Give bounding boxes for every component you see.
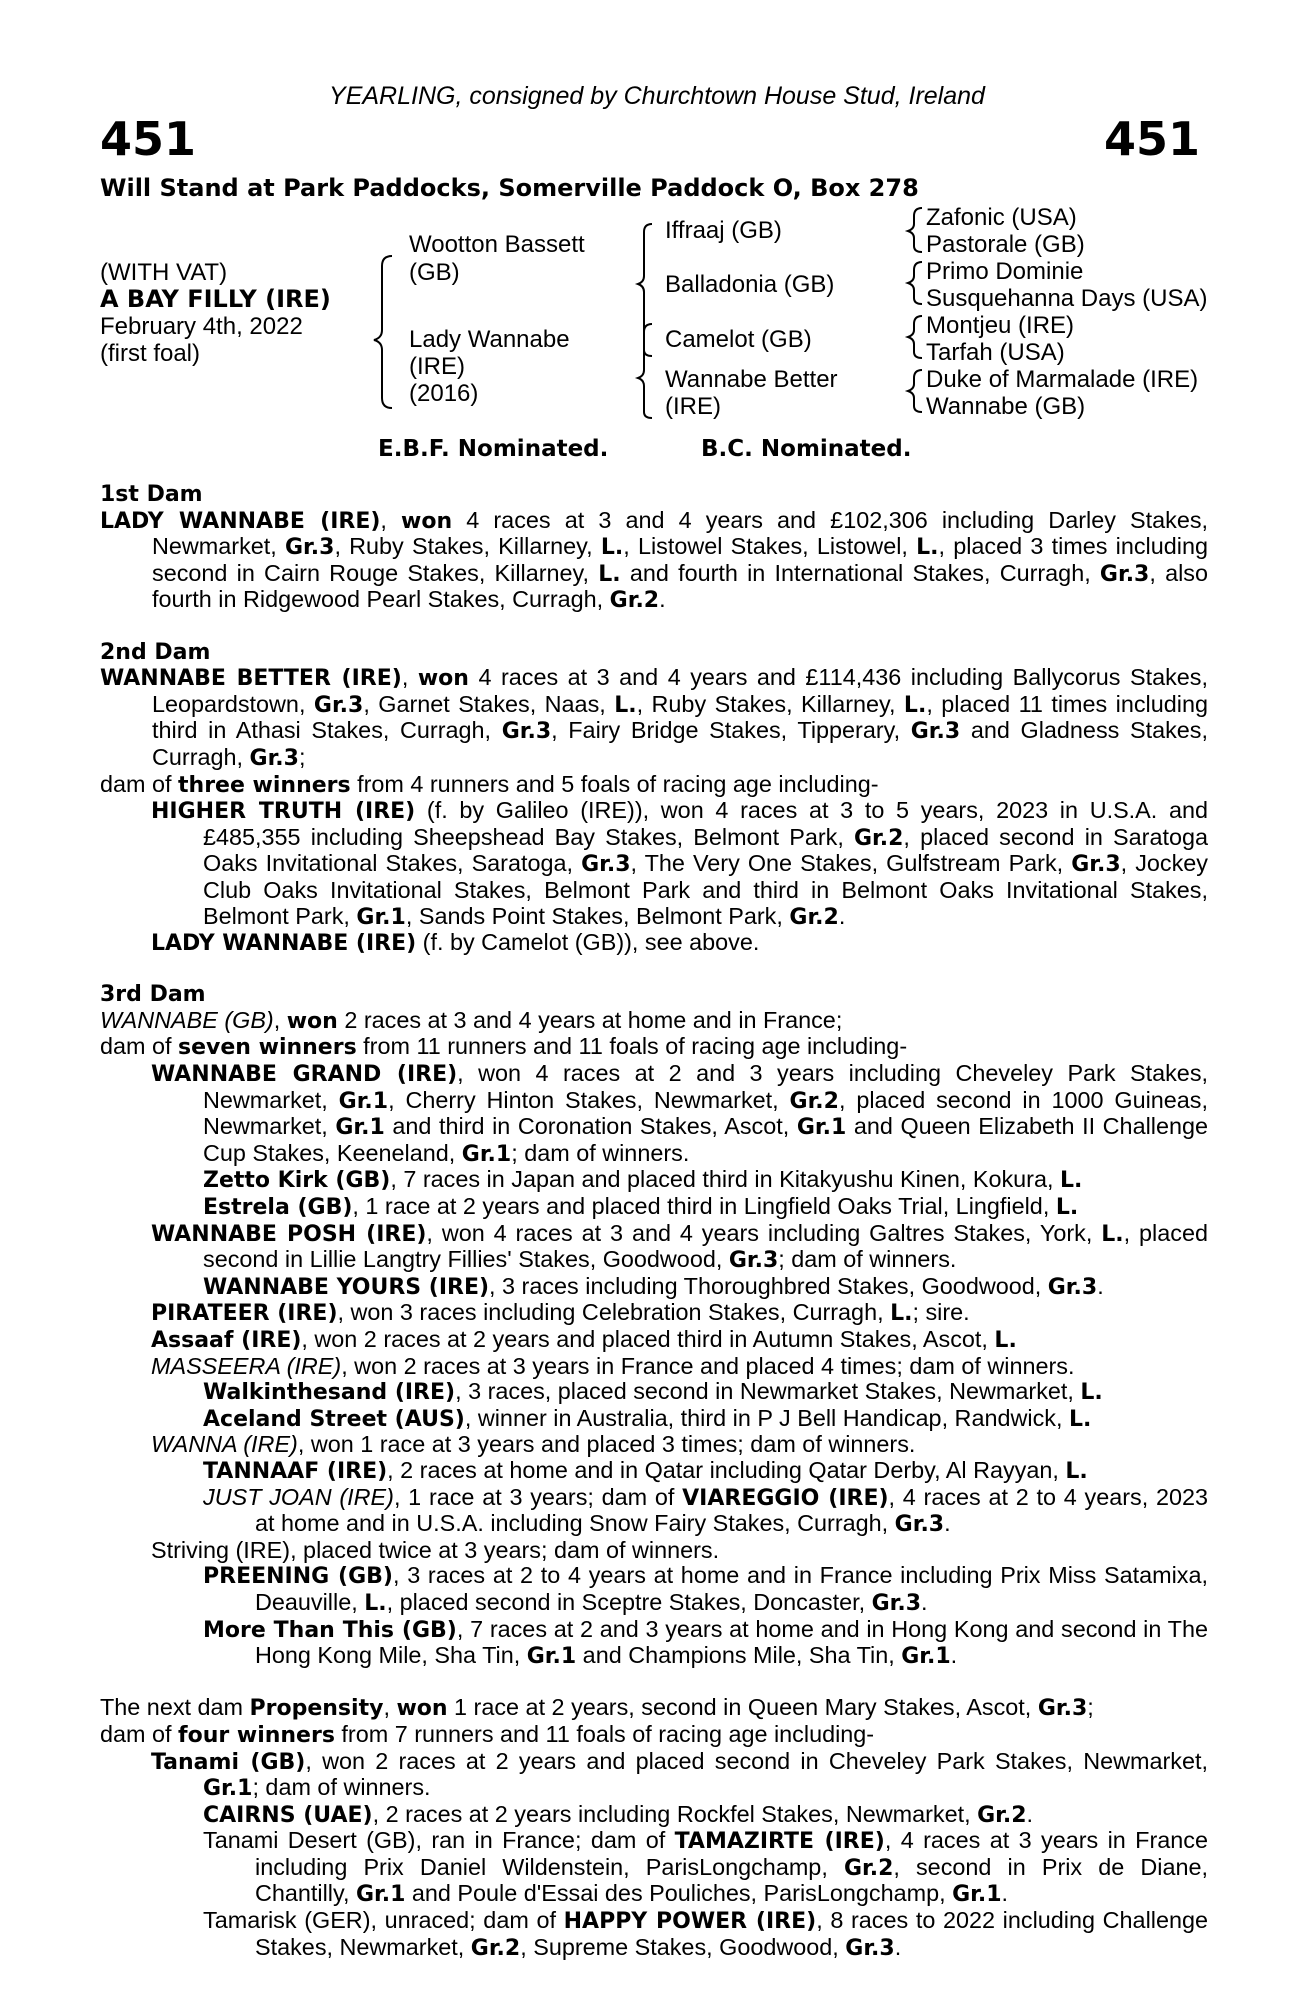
produce-assaaf: Assaaf (IRE), won 2 races at 2 years and placed third in Autumn Stakes, Ascot, L.	[151, 1326, 1017, 1353]
dam-year: (2016)	[409, 380, 479, 407]
lot-number-left: 451	[100, 112, 197, 166]
produce-tamarisk: Tamarisk (GER), unraced; dam of HAPPY POWER (IRE), 8 races to 2022 including Challenge Stakes, Newmarket, Gr.2, Supreme Stakes, Goodwood, Gr.3.	[203, 1907, 1208, 1961]
produce-tannaaf: TANNAAF (IRE), 2 races at home and in Qatar including Qatar Derby, Al Rayyan, L.	[203, 1456, 1088, 1484]
produce-preening: PREENING (GB), 3 races at 2 to 4 years at home and in France including Prix Miss Satamixa, Deauville, L., placed second in Sceptre Stakes, Doncaster, Gr.3.	[203, 1562, 1208, 1616]
ancestor-2: Pastorale (GB)	[926, 231, 1085, 258]
produce-walkinthesand: Walkinthesand (IRE), 3 races, placed second in Newmarket Stakes, Newmarket, L.	[203, 1378, 1103, 1406]
section-heading-2nd-dam: 2nd Dam	[100, 639, 211, 665]
produce-wannabe-yours: WANNABE YOURS (IRE), 3 races including Thoroughbred Stakes, Goodwood, Gr.3.	[203, 1272, 1104, 1300]
ebf-nomination: E.B.F. Nominated.	[378, 436, 609, 462]
third-dam-record: WANNABE (GB), won 2 races at 3 and 4 years at home and in France;	[100, 1006, 843, 1034]
produce-aceland-street: Aceland Street (AUS), winner in Australia, third in P J Bell Handicap, Randwick, L.	[203, 1404, 1092, 1432]
vat-label: (WITH VAT)	[100, 259, 228, 286]
ancestor-3: Primo Dominie	[926, 258, 1084, 285]
foaling-date: February 4th, 2022	[100, 313, 303, 340]
produce-lady-wannabe: LADY WANNABE (IRE) (f. by Camelot (GB)), see above.	[151, 929, 760, 957]
next-dam-produce-summary: dam of four winners from 7 runners and 11 foals of racing age including-	[100, 1720, 875, 1748]
produce-masseera: MASSEERA (IRE), won 2 races at 3 years in France and placed 4 times; dam of winners.	[151, 1352, 1075, 1379]
foal-note: (first foal)	[100, 340, 201, 367]
produce-wannabe-grand: WANNABE GRAND (IRE), won 4 races at 2 and 3 years including Cheveley Park Stakes, Newmarket, Gr.1, Cherry Hinton Stakes, Newmarket, Gr.2, placed second in 1000 Guineas, Newmarket, Gr.1 and third in Coronation Stakes, Ascot, Gr.1 and Queen Elizabeth II Challenge Cup Stakes, Keeneland, Gr.1; dam of winners.	[151, 1060, 1209, 1167]
produce-tanami-desert: Tanami Desert (GB), ran in France; dam of TAMAZIRTE (IRE), 4 races at 3 years in France including Prix Daniel Wildenstein, ParisLongchamp, Gr.2, second in Prix de Diane, Chantilly, Gr.1 and Poule d'Essai des Pouliches, ParisLongchamp, Gr.1.	[203, 1827, 1208, 1908]
ancestor-8: Wannabe (GB)	[926, 393, 1086, 420]
produce-zetto-kirk: Zetto Kirk (GB), 7 races in Japan and placed third in Kitakyushu Kinen, Kokura, L.	[203, 1166, 1083, 1194]
produce-wannabe-posh: WANNABE POSH (IRE), won 4 races at 3 and 4 years including Galtres Stakes, York, L., placed second in Lillie Langtry Fillies' Stakes, Goodwood, Gr.3; dam of winners.	[151, 1219, 1208, 1274]
produce-pirateer: PIRATEER (IRE), won 3 races including Celebration Stakes, Curragh, L.; sire.	[151, 1299, 970, 1327]
ancestor-6: Tarfah (USA)	[926, 339, 1065, 366]
produce-cairns: CAIRNS (UAE), 2 races at 2 years including Rockfel Stakes, Newmarket, Gr.2.	[203, 1800, 1034, 1828]
produce-tanami: Tanami (GB), won 2 races at 2 years and placed second in Cheveley Park Stakes, Newmarket, Gr.1; dam of winners.	[151, 1747, 1208, 1802]
consignor-header: YEARLING, consigned by Churchtown House Stud, Ireland	[329, 82, 985, 110]
third-dam-produce-summary: dam of seven winners from 11 runners and 11 foals of racing age including-	[100, 1033, 908, 1061]
produce-estrela: Estrela (GB), 1 race at 2 years and placed third in Lingfield Oaks Trial, Lingfield, L.	[203, 1193, 1079, 1221]
granddam-maternal-origin: (IRE)	[665, 393, 721, 420]
grandsire-paternal: Iffraaj (GB)	[665, 217, 782, 244]
produce-more-than-this: More Than This (GB), 7 races at 2 and 3 years at home and in Hong Kong and second in The Hong Kong Mile, Sha Tin, Gr.1 and Champions Mile, Sha Tin, Gr.1.	[203, 1615, 1208, 1670]
bc-nomination: B.C. Nominated.	[701, 436, 912, 462]
produce-wanna: WANNA (IRE), won 1 race at 3 years and placed 3 times; dam of winners.	[151, 1431, 916, 1458]
ancestor-1: Zafonic (USA)	[926, 204, 1077, 231]
granddam-maternal: Wannabe Better	[665, 366, 838, 393]
ancestor-5: Montjeu (IRE)	[926, 312, 1075, 339]
granddam-paternal: Balladonia (GB)	[665, 271, 835, 298]
produce-higher-truth: HIGHER TRUTH (IRE) (f. by Galileo (IRE)), won 4 races at 3 to 5 years, 2023 in U.S.A. and £485,355 including Sheepshead Bay Stakes, Belmont Park, Gr.2, placed second in Saratoga Oaks Invitational Stakes, Saratoga, Gr.3, The Very One Stakes, Gulfstream Park, Gr.3, Jockey Club Oaks Invitational Stakes, Belmont Park and third in Belmont Oaks Invitational Stakes, Belmont Park, Gr.1, Sands Point Stakes, Belmont Park, Gr.2.	[151, 797, 1209, 930]
first-dam-record: LADY WANNABE (IRE), won 4 races at 3 and 4 years and £102,306 including Darley Stakes, Newmarket, Gr.3, Ruby Stakes, Killarney, L., Listowel Stakes, Listowel, L., placed 3 times including second in Cairn Rouge Stakes, Killarney, L. and fourth in International Stakes, Curragh, Gr.3, also fourth in Ridgewood Pearl Stakes, Curragh, Gr.2.	[100, 506, 1209, 614]
produce-striving: Striving (IRE), placed twice at 3 years; dam of winners.	[151, 1536, 720, 1563]
dam-origin: (IRE)	[409, 353, 465, 380]
lot-number-right: 451	[1103, 112, 1200, 166]
next-dam-record: The next dam Propensity, won 1 race at 2 years, second in Queen Mary Stakes, Ascot, Gr.3;	[100, 1694, 1094, 1722]
section-heading-1st-dam: 1st Dam	[100, 482, 203, 507]
produce-just-joan: JUST JOAN (IRE), 1 race at 3 years; dam of VIAREGGIO (IRE), 4 races at 2 to 4 years, 2023 at home and in U.S.A. including Snow Fairy Stakes, Curragh, Gr.3.	[203, 1483, 1208, 1538]
catalogue-body	[100, 482, 1208, 1961]
stand-location: Will Stand at Park Paddocks, Somerville Paddock O, Box 278	[100, 174, 919, 202]
horse-name: A BAY FILLY (IRE)	[100, 285, 331, 313]
grandsire-maternal: Camelot (GB)	[665, 326, 812, 353]
sire-origin: (GB)	[409, 259, 460, 286]
dam-name: Lady Wannabe	[409, 326, 570, 353]
sire-name: Wootton Bassett	[409, 231, 585, 258]
ancestor-7: Duke of Marmalade (IRE)	[926, 366, 1199, 393]
second-dam-produce-summary: dam of three winners from 4 runners and 5 foals of racing age including-	[100, 770, 879, 798]
second-dam-record: WANNABE BETTER (IRE), won 4 races at 3 and 4 years and £114,436 including Ballycorus Stakes, Leopardstown, Gr.3, Garnet Stakes, Naas, L., Ruby Stakes, Killarney, L., placed 11 times including third in Athasi Stakes, Curragh, Gr.3, Fairy Bridge Stakes, Tipperary, Gr.3 and Gladness Stakes, Curragh, Gr.3;	[100, 664, 1208, 771]
section-heading-3rd-dam: 3rd Dam	[100, 982, 206, 1008]
ancestor-4: Susquehanna Days (USA)	[926, 285, 1208, 312]
